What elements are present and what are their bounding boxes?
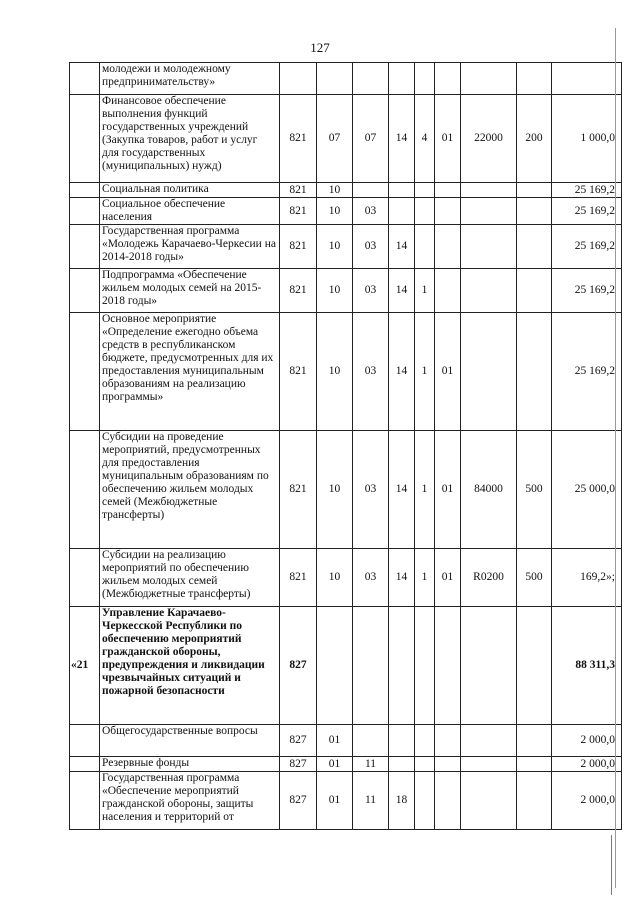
row-number-cell <box>70 198 100 225</box>
amount-cell: 2 000,0 <box>552 772 622 830</box>
item-name-cell: Подпрограмма «Обеспечение жильем молодых семей на 2015-2018 годы» <box>100 269 280 313</box>
subsection-code-cell: 03 <box>353 269 389 313</box>
activity-code-cell <box>435 225 461 269</box>
section-code-cell: 07 <box>317 95 353 183</box>
subsection-code-cell: 03 <box>353 225 389 269</box>
section-code-cell <box>317 63 353 95</box>
program-code-cell <box>389 63 415 95</box>
row-number-cell <box>70 63 100 95</box>
direction-code-cell <box>461 313 517 431</box>
table-row <box>70 607 622 725</box>
activity-code-cell <box>435 725 461 757</box>
direction-code-cell <box>461 183 517 198</box>
expense-type-cell <box>517 225 552 269</box>
program-code-cell: 14 <box>389 431 415 549</box>
activity-code-cell <box>435 772 461 830</box>
expense-type-cell <box>517 63 552 95</box>
ministry-code-cell: 821 <box>280 225 317 269</box>
ministry-code-cell: 821 <box>280 95 317 183</box>
expense-type-cell <box>517 269 552 313</box>
ministry-code-cell: 821 <box>280 313 317 431</box>
section-code-cell: 01 <box>317 757 353 772</box>
subsection-code-cell <box>353 63 389 95</box>
section-code-cell: 01 <box>317 772 353 830</box>
subsection-code-cell <box>353 183 389 198</box>
amount-cell: 25 169,2 <box>552 269 622 313</box>
amount-cell: 25 169,2 <box>552 198 622 225</box>
expense-type-cell <box>517 772 552 830</box>
table-row <box>70 183 622 198</box>
row-number-cell: «21 <box>70 607 100 725</box>
table-row <box>70 725 622 757</box>
item-name-cell: Финансовое обеспечение выполнения функций государственных учреждений (Закупка товаров, работ и услуг для государственных (муниципальных) нужд) <box>100 95 280 183</box>
table-row <box>70 313 622 431</box>
amount-cell <box>552 63 622 95</box>
subprogram-code-cell <box>415 725 435 757</box>
ministry-code-cell: 827 <box>280 757 317 772</box>
direction-code-cell <box>461 757 517 772</box>
direction-code-cell <box>461 725 517 757</box>
subsection-code-cell <box>353 607 389 725</box>
item-name-cell: Государственная программа «Обеспечение мероприятий гражданской обороны, защиты населения и территорий от <box>100 772 280 830</box>
row-number-cell <box>70 772 100 830</box>
program-code-cell <box>389 725 415 757</box>
activity-code-cell <box>435 183 461 198</box>
direction-code-cell <box>461 198 517 225</box>
table-row <box>70 757 622 772</box>
row-number-cell <box>70 431 100 549</box>
program-code-cell: 14 <box>389 269 415 313</box>
subprogram-code-cell <box>415 757 435 772</box>
section-code-cell: 10 <box>317 269 353 313</box>
program-code-cell <box>389 183 415 198</box>
subprogram-code-cell: 1 <box>415 549 435 607</box>
expense-type-cell: 500 <box>517 549 552 607</box>
amount-cell: 2 000,0 <box>552 725 622 757</box>
expense-type-cell <box>517 725 552 757</box>
table-row <box>70 225 622 269</box>
row-number-cell <box>70 549 100 607</box>
ministry-code-cell: 821 <box>280 431 317 549</box>
section-code-cell: 10 <box>317 183 353 198</box>
subsection-code-cell: 11 <box>353 772 389 830</box>
ministry-code-cell: 821 <box>280 269 317 313</box>
section-code-cell: 10 <box>317 549 353 607</box>
subprogram-code-cell: 1 <box>415 431 435 549</box>
section-code-cell: 10 <box>317 225 353 269</box>
subsection-code-cell: 11 <box>353 757 389 772</box>
amount-cell: 25 169,2 <box>552 225 622 269</box>
activity-code-cell <box>435 63 461 95</box>
ministry-code-cell: 827 <box>280 607 317 725</box>
direction-code-cell: 84000 <box>461 431 517 549</box>
item-name-cell: Субсидии на реализацию мероприятий по обеспечению жильем молодых семей (Межбюджетные трансферты) <box>100 549 280 607</box>
direction-code-cell <box>461 772 517 830</box>
item-name-cell: Управление Карачаево-Черкесской Республики по обеспечению мероприятий гражданской обороны, предупреждения и ликвидации чрезвычайных ситуаций и пожарной безопасности <box>100 607 280 725</box>
amount-cell: 25 169,2 <box>552 183 622 198</box>
direction-code-cell <box>461 225 517 269</box>
activity-code-cell <box>435 757 461 772</box>
item-name-cell: Субсидии на проведение мероприятий, предусмотренных для предоставления муниципальным образованиям по обеспечению жильем молодых семей (Межбюджетные трансферты) <box>100 431 280 549</box>
subsection-code-cell: 03 <box>353 431 389 549</box>
subprogram-code-cell <box>415 607 435 725</box>
activity-code-cell <box>435 607 461 725</box>
row-number-cell <box>70 757 100 772</box>
subsection-code-cell: 03 <box>353 313 389 431</box>
subsection-code-cell: 03 <box>353 549 389 607</box>
table-row <box>70 431 622 549</box>
program-code-cell: 14 <box>389 225 415 269</box>
subprogram-code-cell: 1 <box>415 269 435 313</box>
amount-cell: 25 169,2 <box>552 313 622 431</box>
table-row <box>70 549 622 607</box>
subprogram-code-cell <box>415 225 435 269</box>
expense-type-cell: 500 <box>517 431 552 549</box>
section-code-cell: 10 <box>317 198 353 225</box>
row-number-cell <box>70 269 100 313</box>
table-row <box>70 63 622 95</box>
direction-code-cell <box>461 607 517 725</box>
expense-type-cell: 200 <box>517 95 552 183</box>
item-name-cell: Резервные фонды <box>100 757 280 772</box>
item-name-cell: Основное мероприятие «Определение ежегодно объема средств в республиканском бюджете, предусмотренных для их предоставления муниципальным образованиям на реализацию программы» <box>100 313 280 431</box>
page-edge-line <box>615 28 616 888</box>
section-code-cell: 10 <box>317 431 353 549</box>
activity-code-cell: 01 <box>435 95 461 183</box>
budget-table <box>69 62 622 830</box>
ministry-code-cell: 821 <box>280 183 317 198</box>
row-number-cell <box>70 313 100 431</box>
expense-type-cell <box>517 198 552 225</box>
subprogram-code-cell <box>415 183 435 198</box>
amount-cell: 88 311,3 <box>552 607 622 725</box>
subprogram-code-cell: 1 <box>415 313 435 431</box>
item-name-cell: Социальная политика <box>100 183 280 198</box>
activity-code-cell: 01 <box>435 313 461 431</box>
row-number-cell <box>70 183 100 198</box>
amount-cell: 169,2»; <box>552 549 622 607</box>
item-name-cell: молодежи и молодежному предпринимательству» <box>100 63 280 95</box>
program-code-cell <box>389 757 415 772</box>
direction-code-cell <box>461 63 517 95</box>
subprogram-code-cell <box>415 63 435 95</box>
expense-type-cell <box>517 183 552 198</box>
program-code-cell: 14 <box>389 549 415 607</box>
page-number: 127 <box>310 40 330 55</box>
direction-code-cell: 22000 <box>461 95 517 183</box>
direction-code-cell <box>461 269 517 313</box>
row-number-cell <box>70 725 100 757</box>
activity-code-cell <box>435 269 461 313</box>
ministry-code-cell: 821 <box>280 549 317 607</box>
ministry-code-cell: 827 <box>280 772 317 830</box>
subprogram-code-cell <box>415 198 435 225</box>
program-code-cell: 14 <box>389 95 415 183</box>
row-number-cell <box>70 225 100 269</box>
direction-code-cell: R0200 <box>461 549 517 607</box>
row-number-cell <box>70 95 100 183</box>
expense-type-cell <box>517 757 552 772</box>
table-row <box>70 269 622 313</box>
amount-cell: 2 000,0 <box>552 757 622 772</box>
item-name-cell: Государственная программа «Молодежь Карачаево-Черкесии на 2014-2018 годы» <box>100 225 280 269</box>
program-code-cell: 14 <box>389 313 415 431</box>
subsection-code-cell: 07 <box>353 95 389 183</box>
ministry-code-cell <box>280 63 317 95</box>
activity-code-cell: 01 <box>435 431 461 549</box>
section-code-cell: 10 <box>317 313 353 431</box>
subsection-code-cell: 03 <box>353 198 389 225</box>
activity-code-cell: 01 <box>435 549 461 607</box>
item-name-cell: Социальное обеспечение населения <box>100 198 280 225</box>
activity-code-cell <box>435 198 461 225</box>
subprogram-code-cell: 4 <box>415 95 435 183</box>
program-code-cell <box>389 198 415 225</box>
page-edge-line-lower <box>611 835 612 895</box>
program-code-cell: 18 <box>389 772 415 830</box>
amount-cell: 1 000,0 <box>552 95 622 183</box>
amount-cell: 25 000,0 <box>552 431 622 549</box>
expense-type-cell <box>517 607 552 725</box>
table-row <box>70 772 622 830</box>
ministry-code-cell: 827 <box>280 725 317 757</box>
section-code-cell <box>317 607 353 725</box>
subprogram-code-cell <box>415 772 435 830</box>
section-code-cell: 01 <box>317 725 353 757</box>
subsection-code-cell <box>353 725 389 757</box>
program-code-cell <box>389 607 415 725</box>
table-row <box>70 95 622 183</box>
expense-type-cell <box>517 313 552 431</box>
item-name-cell: Общегосударственные вопросы <box>100 725 280 757</box>
budget-table-body <box>70 63 622 830</box>
ministry-code-cell: 821 <box>280 198 317 225</box>
table-row <box>70 198 622 225</box>
